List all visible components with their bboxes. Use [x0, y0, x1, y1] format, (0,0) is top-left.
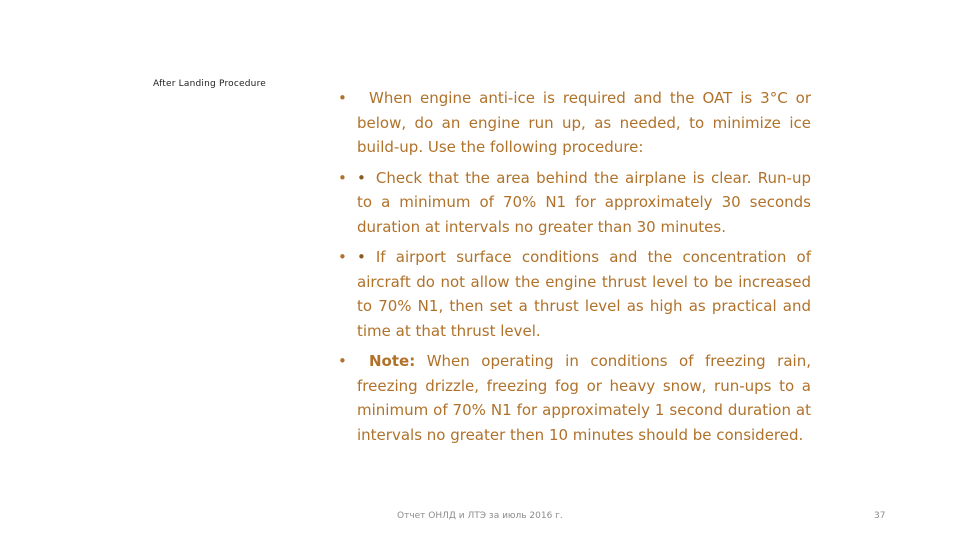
page-number: 37	[874, 511, 886, 521]
bullet-list	[333, 86, 811, 453]
bullet-item-note	[333, 349, 811, 447]
bullet-marker: •	[338, 352, 347, 370]
bullet-marker: •	[338, 89, 347, 107]
inner-bullet-marker: •	[357, 168, 366, 187]
bullet-text: Check that the area behind the airplane is clear. Run-up to a minimum of 70% N1 for approximately 30 seconds duration at intervals no greater than 30 minutes.	[357, 168, 811, 236]
bullet-text: If airport surface conditions and the concentration of aircraft do not allow the engine thrust level to be increased to 70% N1, then set a thrust level as high as practical and time at that thrust level.	[357, 248, 811, 340]
bullet-text: When operating in conditions of freezing rain, freezing drizzle, freezing fog or heavy snow, run-ups to a minimum of 70% N1 for approximately 1 second duration at intervals no greater then 10 minutes should be considered.	[357, 352, 811, 444]
bullet-text: When engine anti-ice is required and the OAT is 3°C or below, do an engine run up, as needed, to minimize ice build-up. Use the following procedure:	[357, 89, 811, 156]
bullet-item-surface-conditions	[333, 245, 811, 343]
bullet-marker: •	[338, 248, 347, 266]
slide-title: After Landing Procedure	[153, 79, 267, 89]
bullet-item-check-area	[333, 166, 811, 240]
bullet-marker: •	[338, 168, 347, 187]
bullet-item-anti-ice	[333, 86, 811, 160]
footer-text: Отчет ОНЛД и ЛТЭ за июль 2016 г.	[397, 511, 563, 521]
note-label: Note:	[369, 352, 416, 370]
inner-bullet-marker: •	[357, 248, 366, 266]
